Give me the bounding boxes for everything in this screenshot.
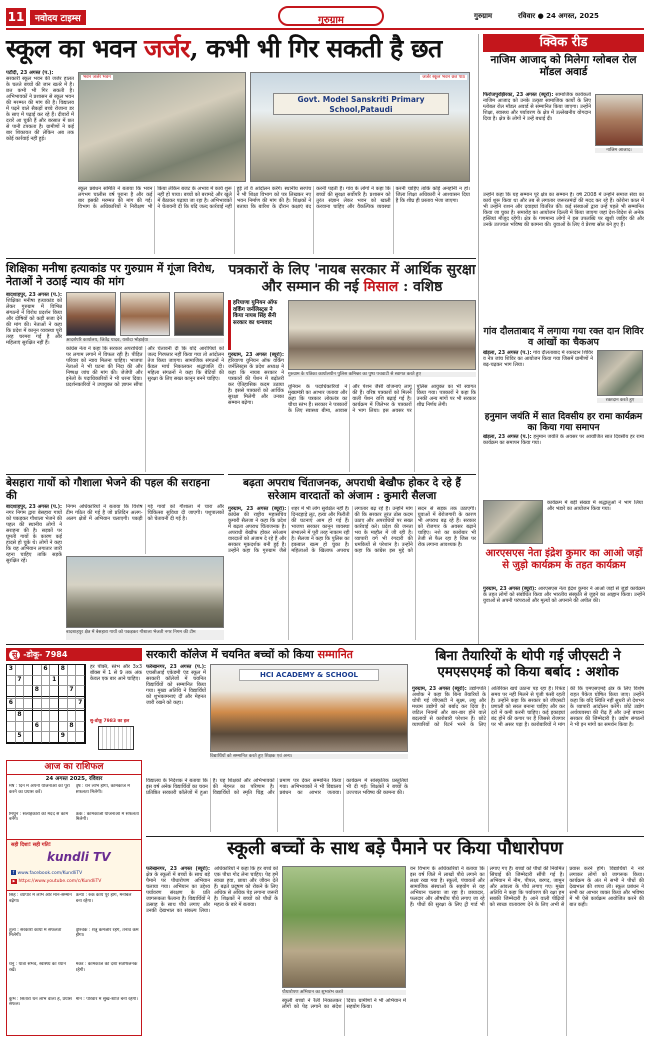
sudoku-cell[interactable] [33,665,42,676]
school-signboard-text: Govt. Model Sanskriti Primary School,Pataudi [297,95,425,114]
sudoku-cell[interactable]: 8 [16,711,25,722]
sudoku-cell[interactable] [68,699,77,710]
sudoku-cell[interactable] [33,676,42,687]
rashifal-entry: कन्या : रुके कार्य पूरे होंगे, मनोबल बना रहेगा। [75,893,132,904]
qr-story4-dateline: गुरुग्राम, 23 अगस्त (ब्यूरो): [483,586,537,592]
facebook-url: www.facebook.com/KundliTV [17,871,83,876]
qr-story4-headline: आरएसएस नेता इंद्रेश कुमार का आओ जड़ों से जुड़ो कार्यक्रम के तहत कार्यक्रम [485,548,643,571]
plantation-body-cols: स्कूली बच्चों ने रैली निकालकर लोगों को पेड़ लगाने का संदेश दिया। ग्रामीणों ने भी अभियान में सहयोग किया। [282,998,406,1010]
section-logo-text: गुरुग्राम [318,15,344,26]
sudoku-cell[interactable] [59,711,68,722]
haryana-body-cols: कांग्रेस नेता ने कहा कि सरकार अपराधियों पर लगाम लगाने में विफल रही है। पीड़ित परिवार को न्याय मिलना चाहिए। भाजपा नेताओं ने भी घटना की निंदा की और निष्पक्ष जांच की मांग की। जेजेपी और इनेलो के पदाधिकारियों ने भी धरना दिया। प्रदर्शनकारियों ने उपायुक्त को ज्ञापन सौंपा और चेतावनी दी कि यदि आरोपियों को जल्द गिरफ्तार नहीं किया गया तो आंदोलन तेज किया जाएगा। सामाजिक संगठनों ने कैंडल मार्च निकालकर श्रद्धांजलि दी। महिला संगठनों ने कहा कि बेटियों की सुरक्षा के लिए सख्त कानून बनने चाहिए। [66,346,224,388]
sudoku-cell[interactable]: 5 [16,732,25,743]
sudoku-cell[interactable]: 9 [59,732,68,743]
plantation-dateline: फर्रुखनगर, 23 अगस्त (ब्यूरो): [146,866,210,872]
lead-body-columns: स्कूल प्रबंधन समिति ने बताया कि भवन लगभग चालीस वर्ष पुराना है और कई बार इसकी मरम्मत की मांग की गई। विभाग के अधिकारियों ने निरीक्षण भी किया लेकिन बजट के अभाव में कार्य शुरू नहीं हो पाया। बच्चों को बरामदे और खुले में बैठाकर पढ़ाया जा रहा है। अभिभावकों ने चेतावनी दी कि यदि जल्द कार्रवाई नहीं हुई तो वे आंदोलन करेंगे। स्थानीय सरपंच ने भी शिक्षा विभाग को पत्र लिखकर नए भवन निर्माण की मांग की है। शिक्षकों ने बताया कि बारिश के दौरान कक्षाएं बंद करनी पड़ती हैं। गांव के लोगों ने कहा कि बच्चों की सुरक्षा सर्वोपरि है। प्रशासन को तुरंत संज्ञान लेकर भवन को खाली करवाना चाहिए और वैकल्पिक व्यवस्था करनी चाहिए ताकि कोई अनहोनी न हो। जिला शिक्षा अधिकारी ने आश्वासन दिया है कि शीघ्र ही प्रस्ताव भेजा जाएगा। [78,186,470,210]
lead-photo-1 [78,72,246,182]
lead-photo-2 [250,72,470,182]
sudoku-cell[interactable] [68,711,77,722]
gaushala-caption: बादशाहपुर क्षेत्र में बेसहारा गायों को पकड़कर गौशाला भेजती नगर निगम की टीम [66,630,224,640]
sudoku-cell[interactable] [76,732,85,743]
sudoku-number: 7984 [45,650,68,659]
sudoku-cell[interactable] [24,665,33,676]
section-logo [278,6,384,26]
qr-story3-body: खेड़ला, 23 अगस्त (प.): हनुमान जयंति के अवसर पर आयोजित सात दिवसीय हर रामा कार्यक्रम का समापन किया गया। [483,434,644,446]
qr-story2-headline: गांव दौलताबाद में लगाया गया रक्त दान शिविर व आंखों का चैकअप [483,326,644,348]
qr-story1-body: फिरोजपुरझिरका, 23 अगस्त (ब्यूरो): सामाजिक कार्यकर्ता नाजिम आजाद को उनके उत्कृष्ट सामाजिक कार्यों के लिए ग्लोबल रोल मॉडल अवार्ड से सम्मानित किया जाएगा। उन्होंने शिक्षा, स्वास्थ्य और पर्यावरण के क्षेत्र में उल्लेखनीय योगदान दिया है। क्षेत्र के लोगों ने उन्हें बधाई दी। [483,92,591,122]
sudoku-cell[interactable] [7,732,16,743]
sudoku-instructions: हर पंक्ति, स्तंभ और 3x3 बॉक्स में 1 से 9 तक अंक केवल एक बार आने चाहिए। [90,664,142,682]
haryana-caption: आदर्शपरि कार्यालय, जितेंद्र यादव, यशोदा भोड़ाईया [66,338,224,343]
journalist-kicker [228,300,284,350]
gaushala-body-cols: निगम अधिकारियों ने बताया कि विशेष टीम गठित की गई है जो प्रतिदिन अलग-अलग क्षेत्रों में अभियान चलाएगी। पकड़ी गई गायों को गौशाला में चारा और चिकित्सा सुविधा दी जाएगी। पशुपालकों को चेतावनी दी गई है। [66,504,224,522]
sudoku-cell[interactable] [50,711,59,722]
sudoku-grid [6,664,86,744]
rashifal-entry: कर्क : कामकाजी योजनाओं में सफलता मिलेगी। [75,811,139,822]
sudoku-cell[interactable]: 7 [68,686,77,697]
sudoku-label: सु [9,650,20,660]
qr-story1-more: उन्होंने कहा कि यह सम्मान पूरे क्षेत्र का सम्मान है। वर्ष 2008 में उन्होंने समाज सेवा का कार्य शुरू किया था और तब से लगातार जरूरतमंदों की मदद कर रहे हैं। कोरोना काल में भी उन्होंने राशन और दवाइयां वितरित कीं। कई संस्थाओं द्वारा उन्हें पहले भी सम्मानित किया जा चुका है। समारोह का आयोजन दिल्ली में किया जाएगा जहां देश-विदेश से अनेक हस्तियां मौजूद रहेंगी। क्षेत्र के गणमान्य लोगों ने इस उपलब्धि पर खुशी जाहिर की और उनके उज्ज्वल भविष्य की कामना की। युवाओं के लिए वे प्रेरणा स्रोत बने हुए हैं। [483,192,644,228]
gaushala-dateline: बादशाहपुर, 23 अगस्त (प.): [6,504,62,510]
sudoku-cell[interactable] [68,665,77,676]
rashifal-entry: मिथुन : सलाहकारों की मदद से काम बनेंगे। [9,811,69,822]
gst-body: गुरुग्राम, 23 अगस्त (ब्यूरो): उद्योगपति अशोक ने कहा कि बिना तैयारियों के थोपी गई जीएसटी ने सूक्ष्म, लघु और मध्यम उद्योगों को बर्बाद कर दिया है। जटिल नियमों और बार-बार होने वाले बदलावों से कारोबारी परेशान हैं। छोटे व्यापारियों को रिटर्न भरने के लिए अतिरिक्त खर्च उठाना पड़ रहा है। रिफंड समय पर नहीं मिलने से पूंजी फंसी रहती है। उन्होंने कहा कि सरकार को जीएसटी प्रणाली को सरल बनाना चाहिए और कर दरों में कमी करनी चाहिए। कई इकाइयां बंद होने की कगार पर हैं जिससे रोजगार पर भी असर पड़ा है। कारोबारियों ने मांग की कि एमएसएमई क्षेत्र के लिए विशेष राहत पैकेज घोषित किया जाए। उन्होंने कहा कि यदि स्थिति नहीं सुधरी तो देशभर के व्यापारी आंदोलन करेंगे। छोटे उद्योग अर्थव्यवस्था की रीढ़ हैं और उन्हें बचाना सरकार की जिम्मेदारी है। उद्योग संगठनों ने भी इन मांगों का समर्थन किया है। [412,686,644,728]
college-banner [239,669,379,681]
sudoku-cell[interactable] [24,732,33,743]
lead-headline [6,34,476,64]
sudoku-cell[interactable] [42,699,51,710]
facebook-link[interactable] [11,870,82,876]
qr-story3-dateline: खेड़ला, 23 अगस्त (प.): [483,434,532,440]
kundli-brand: kundli TV [47,850,111,864]
qr-story2-photo [597,350,643,396]
rashifal-entry: कुंभ : सितारा धन लाभ वाला है, प्रयास सफल। [9,996,72,1007]
sudoku-cell[interactable]: 8 [33,686,42,697]
haryana-headline: शिक्षिका मनीषा हत्याकांड पर गुरुग्राम में गूंजा विरोध, नेताओं ने उठाई न्याय की मांग [6,262,216,288]
sudoku-cell[interactable] [59,722,68,733]
journalist-kicker-text: हरियाणा युनियन ऑफ वर्किंग जर्नलिस्ट्स ने किया नायब सिंह सैनी सरकार का धन्यवाद [233,300,278,326]
haryana-photo-1 [66,292,116,336]
divider [6,474,224,475]
sudoku-cell[interactable] [76,711,85,722]
journalist-body-left: गुरुग्राम, 23 अगस्त (ब्यूरो): हरियाणा युनियन ऑफ वर्किंग जर्नलिस्ट्स के प्रदेश अध्यक्ष ने कहा कि नायब सरकार ने पत्रकारों की पेंशन में बढ़ोतरी कर ऐतिहासिक कदम उठाया है। इससे पत्रकारों को आर्थिक सुरक्षा मिलेगी और उनका सम्मान बढ़ेगा। [228,352,284,406]
journalist-body-cols: यूनियन के पदाधिकारियों ने मुख्यमंत्री का आभार जताया और कहा कि पत्रकार लोकतंत्र का चौथा स्तंभ हैं। सरकार ने पत्रकारों के लिए स्वास्थ्य बीमा, आवास और पेंशन जैसी योजनाएं लागू की हैं। वरिष्ठ पत्रकारों को मिलने वाली पेंशन राशि बढ़ाई गई है। कार्यक्रम में जिलेभर के पत्रकारों ने भाग लिया। इस अवसर पर पुलिस आयुक्त का भी स्वागत किया गया। पत्रकारों ने कहा कि उनकी अन्य मांगों पर भी सरकार शीघ्र निर्णय लेगी। [288,384,476,414]
sudoku-cell[interactable] [24,686,33,697]
plantation-headline: स्कूली बच्चों के साथ बड़े पैमाने पर किया पौधारोपण [227,838,563,859]
sudoku-cell[interactable] [50,732,59,743]
sudoku-cell[interactable]: 6 [7,699,16,710]
lead-photo-1-caption: भवन जर्जर भवन [83,75,111,80]
college-headline [146,648,408,661]
quick-read-title: क्विक रीड [483,34,644,52]
rashifal-bottom-list [7,891,141,1031]
sudoku-cell[interactable] [7,722,16,733]
journalist-dateline: गुरुग्राम, 23 अगस्त (ब्यूरो): [228,352,284,358]
plantation-caption: पौधारोपण अभियान का शुभारंभ करते [282,990,406,995]
sudoku-cell[interactable]: 6 [33,722,42,733]
sudoku-title-bar [6,648,142,661]
sudoku-cell[interactable] [59,686,68,697]
haryana-body-left: बादशाहपुर, 23 अगस्त (प.): शिक्षिका मनीषा हत्याकांड को लेकर गुरुग्राम में विभिन्न संगठनों ने विरोध प्रदर्शन किया और दोषियों को कड़ी सजा देने की मांग की। नेताओं ने कहा कि प्रदेश में कानून व्यवस्था पूरी तरह चरमरा गई है और महिलाएं सुरक्षित नहीं हैं। [6,292,62,346]
qr-story1-caption: नाजिम आजाद। [595,148,643,153]
sudoku-cell[interactable] [24,676,33,687]
haryana-photo-2 [120,292,170,336]
college-body-left: फर्रुखनगर, 23 अगस्त (प.): एचसीआई एकेडमी एंड स्कूल में सरकारी कॉलेजों में चयनित विद्यार्थियों को सम्मानित किया गया। मुख्य अतिथि ने विद्यार्थियों को शुभकामनाएं दीं और मेहनत जारी रखने को कहा। [146,664,206,706]
sudoku-cell[interactable] [33,699,42,710]
sudoku-cell[interactable] [76,676,85,687]
sudoku-cell[interactable] [24,722,33,733]
plantation-body-left: फर्रुखनगर, 23 अगस्त (ब्यूरो): क्षेत्र के स्कूलों में बच्चों के साथ बड़े पैमाने पर पौधारोपण अभियान चलाया गया। अभियान का उद्देश्य पर्यावरण संरक्षण के प्रति जागरूकता फैलाना है। विद्यार्थियों ने उत्साह के साथ पौधे लगाए और उनकी देखभाल का संकल्प लिया। अधिकारियों ने कहा कि हर बच्चे को एक पौधा गोद लेना चाहिए। पेड़ हमें स्वच्छ हवा, छाया और जीवन देते हैं। बढ़ते प्रदूषण को रोकने के लिए अधिक से अधिक पेड़ लगाना जरूरी है। शिक्षकों ने बच्चों को पौधों के महत्व के बारे में बताया। [146,866,278,914]
qr-story1-headline: नाजिम आजाद को मिलेगा ग्लोबल रोल मॉडल अवार्ड [490,54,637,78]
rashifal-entry: धनु : यात्रा संभव, स्वास्थ्य का ध्यान रखें। [9,962,66,973]
kundli-tagline: सही दिशा! सही गति! [11,842,52,848]
haryana-dateline: बादशाहपुर, 23 अगस्त (प.): [6,292,62,298]
college-body-cols: विद्यालय के निदेशक ने बताया कि इस वर्ष अनेक विद्यार्थियों का चयन प्रतिष्ठित सरकारी कॉलेजों में हुआ है। यह शिक्षकों और अभिभावकों की मेहनत का परिणाम है। विद्यार्थियों को स्मृति चिह्न और प्रमाण पत्र देकर सम्मानित किया गया। अभिभावकों ने भी विद्यालय प्रबंधन का आभार जताया। कार्यक्रम में सांस्कृतिक प्रस्तुतियां भी दी गईं। शिक्षकों ने बच्चों के उज्ज्वल भविष्य की कामना की। [146,778,408,796]
youtube-link[interactable] [11,879,101,884]
sudoku-cell[interactable] [68,676,77,687]
sudoku-cell[interactable] [7,676,16,687]
qr-story1-dateline: फिरोजपुरझिरका, 23 अगस्त (ब्यूरो): [483,92,554,98]
sudoku-cell[interactable] [76,665,85,676]
qr-story2-dateline: खेड़ला, 23 अगस्त (प.): [483,350,532,356]
journalist-photo [288,300,476,370]
sudoku-dash: -डोकू- [23,650,46,659]
sudoku-cell[interactable] [50,686,59,697]
selja-body: गुरुग्राम, 23 अगस्त (ब्यूरो): कांग्रेस की राष्ट्रीय महासचिव कुमारी सैलजा ने कहा कि प्रदेश में बढ़ता अपराध चिंताजनक है। अपराधी बेखौफ होकर सरेआम वारदातों को अंजाम दे रहे हैं और सरकार मूकदर्शक बनी हुई है। उन्होंने कहा कि गुरुग्राम जैसे शहर में भी लोग सुरक्षित नहीं हैं। दिनदहाड़े लूट, हत्या और फिरौती की घटनाएं आम हो गई हैं। भाजपा सरकार कानून व्यवस्था संभालने में पूरी तरह नाकाम रही है। सैलजा ने कहा कि पुलिस का इकबाल खत्म हो चुका है। महिलाओं के खिलाफ अपराध लगातार बढ़ रहे हैं। उन्होंने मांग की कि सरकार तुरंत ठोस कदम उठाए और अपराधियों पर सख्त कार्रवाई करे। प्रदेश की जनता भय के माहौल में जी रही है। व्यापारी वर्ग भी रंगदारी की धमकियों से परेशान है। उन्होंने कहा कि कांग्रेस इस मुद्दे को सदन से सड़क तक उठाएगी। युवाओं में बेरोजगारी के कारण भी अपराध बढ़ रहे हैं। सरकार को रोजगार के अवसर बढ़ाने चाहिए। नशे का कारोबार भी तेजी से फैल रहा है जिस पर रोक लगाना आवश्यक है। [228,506,476,554]
haryana-photo-3 [174,292,224,336]
rashifal-entry: मीन : परिवार में सुख-शांति बनी रहेगी। [75,996,138,1002]
gaushala-headline: बेसहारा गायों को गौशाला भेजने की पहल की सराहना की [6,477,210,502]
sudoku-cell[interactable] [16,722,25,733]
quick-read-box [478,34,644,644]
sudoku-cell[interactable] [76,686,85,697]
sudoku-cell[interactable] [42,676,51,687]
journalist-headline [228,262,476,296]
sudoku-cell[interactable] [16,665,25,676]
rashifal-entry: वृष : धन लाभ होगा, कामकाज में सफलता मिलेगी। [75,784,130,795]
divider [6,258,476,259]
sudoku-cell[interactable] [24,711,33,722]
rashifal-box [6,760,142,1036]
selja-dateline: गुरुग्राम, 23 अगस्त (ब्यूरो): [228,506,287,512]
youtube-icon: ▶ [12,879,16,883]
sudoku-cell[interactable] [50,699,59,710]
header-city: गुरुग्राम [474,12,493,20]
page-header [6,6,644,30]
sudoku-answer-grid [98,726,134,750]
sudoku-cell[interactable] [42,711,51,722]
selja-headline: बढ़ता अपराध चिंताजनक, अपराधी बेखौफ होकर दे रहे हैं सरेआम वारदातों को अंजाम : कुमारी सैलजा [243,477,461,502]
haryana-photos [66,292,224,336]
college-headline-text: सरकारी कॉलेज में चयनित बच्चों को किया सम्मानित [146,648,353,661]
sudoku-cell[interactable]: 1 [50,676,59,687]
gst-dateline: गुरुग्राम, 23 अगस्त (ब्यूरो): [412,686,467,692]
lead-headline-text: स्कूल का भवन जर्जर, कभी भी गिर सकती है छत [6,34,442,63]
sudoku-cell[interactable] [68,732,77,743]
qr-story1-photo [595,94,643,146]
lead-body-left [6,70,74,252]
plantation-photo [282,866,406,988]
college-banner-text: HCI ACADEMY & SCHOOL [259,671,358,679]
sudoku-cell[interactable]: 7 [76,699,85,710]
kundli-banner [7,839,141,891]
college-photo [210,664,408,752]
sudoku-cell[interactable] [33,711,42,722]
sudoku-answer-label: सु-डोकू 7983 का हल [90,719,130,724]
journalist-headline-text: पत्रकारों के लिए 'नायब सरकार में आर्थिक सुरक्षा और सम्मान की नई मिसाल : वशिष्ठ [228,262,476,295]
qr-story2-body: खेड़ला, 23 अगस्त (प.): गांव दौलताबाद में रक्तदान शिविर व नेत्र जांच शिविर का आयोजन किया गया जिसमें ग्रामीणों ने बढ़-चढ़कर भाग लिया। [483,350,593,368]
qr-story3-headline: हनुमान जयंति में सात दिवसीय हर रामा कार्यक्रम का किया गया समापन [484,412,643,433]
rashifal-entry: मकर : कामकाज की दशा संतोषजनक रहेगी। [75,962,138,973]
sudoku-box [6,648,142,758]
gaushala-body-left: बादशाहपुर, 23 अगस्त (प.): नगर निगम द्वारा बेसहारा गायों को पकड़कर गौशाला भेजने की पहल की स्थानीय लोगों ने सराहना की है। सड़कों पर घूमती गायों के कारण कई हादसे हो चुके थे। लोगों ने कहा कि यह अभियान लगातार जारी रहना चाहिए ताकि सड़कें सुरक्षित रहें। [6,504,62,564]
facebook-icon: f [12,870,15,875]
haryana-story [6,292,224,472]
divider [228,474,476,475]
header-date: रविवार ● 24 अगस्त, 2025 [518,12,599,20]
page-number: 11 [7,10,25,24]
qr-story4-body: गुरुग्राम, 23 अगस्त (ब्यूरो): आरएसएस नेता इंद्रेश कुमार ने आओ जड़ों से जुड़ो कार्यक्रम के तहत लोगों को संबोधित किया और भारतीय संस्कृति से जुड़ने का आह्वान किया। उन्होंने युवाओं से अपनी परंपराओं और मूल्यों को अपनाने की अपील की। [483,586,645,604]
lead-dateline: पटौदी, 23 अगस्त (प.): [6,70,54,76]
paper-name: नवोदय टाइम्स [30,10,86,25]
sudoku-cell[interactable] [59,699,68,710]
qr-story3-photo [483,500,543,544]
sudoku-cell[interactable] [16,686,25,697]
rashifal-title: आज का राशिफल [7,761,141,775]
sudoku-cell[interactable] [50,665,59,676]
rashifal-entry: सिंह : व्यापार में लाभ और मान-सम्मान बढ़ेगा। [9,893,72,904]
sudoku-cell[interactable]: 3 [7,665,16,676]
lead-photo-2-caption: जर्जर स्कूल भवन छत पाठ [422,75,465,80]
sudoku-cell[interactable] [7,711,16,722]
sudoku-cell[interactable] [76,722,85,733]
sudoku-cell[interactable]: 7 [16,676,25,687]
sudoku-cell[interactable]: 6 [42,665,51,676]
sudoku-cell[interactable]: 8 [68,722,77,733]
college-caption: विद्यार्थियों को सम्मानित करते हुए शिक्षक एवं अन्य। [210,754,408,759]
qr-story2-caption: रक्तदान करते हुए [597,398,643,403]
sudoku-cell[interactable] [33,732,42,743]
sudoku-cell[interactable] [59,676,68,687]
sudoku-cell[interactable]: 8 [59,665,68,676]
qr-story3-more: कार्यक्रम में बड़ी संख्या में श्रद्धालुओं ने भाग लिया और भंडारे का आयोजन किया गया। [547,500,643,512]
sudoku-cell[interactable] [42,732,51,743]
sudoku-cell[interactable] [16,699,25,710]
college-dateline: फर्रुखनगर, 23 अगस्त (प.): [146,664,206,670]
sudoku-cell[interactable] [42,686,51,697]
gaushala-photo [66,556,224,628]
sudoku-cell[interactable] [50,722,59,733]
divider [146,836,644,837]
divider [6,644,644,645]
school-signboard [273,93,449,115]
youtube-url: https://www.youtube.com/c/KundliTV [18,879,102,884]
plantation-body-right: वन विभाग के अधिकारियों ने बताया कि इस वर्ष जिले में लाखों पौधे लगाने का लक्ष्य रखा गया है। स्कूलों, पंचायतों और सामाजिक संस्थाओं के सहयोग से यह अभियान चलाया जा रहा है। छायादार, फलदार और औषधीय पौधे लगाए जा रहे हैं। पौधों की सुरक्षा के लिए ट्री गार्ड भी लगाए गए हैं। बच्चों को पौधों की नियमित सिंचाई की जिम्मेदारी सौंपी गई है। अभियान में नीम, पीपल, बरगद, जामुन और आंवला के पौधे लगाए गए। मुख्य अतिथि ने कहा कि पर्यावरण की रक्षा हम सबकी जिम्मेदारी है। आने वाली पीढ़ियों को स्वच्छ वातावरण देने के लिए अभी से प्रयास करने होंगे। विद्यार्थियों ने नारे लगाकर लोगों को जागरूक किया। कार्यक्रम के अंत में सभी ने पौधों की देखभाल की शपथ ली। स्कूल प्रबंधन ने सभी का आभार व्यक्त किया और भविष्य में भी ऐसे कार्यक्रम आयोजित करने की बात कही। [410,866,644,908]
sudoku-cell[interactable] [7,686,16,697]
rashifal-entry: तुला : सरकारी कार्यों में सफलता मिलेगी। [9,927,62,938]
rashifal-entry: मेष : दिन में अपनी योजनाओं को पूरा करने का प्रयास करें। [9,784,70,795]
sudoku-cell[interactable] [24,699,33,710]
rashifal-top-list [7,783,141,839]
sudoku-cell[interactable] [42,722,51,733]
journalist-caption: गुरुग्राम के पत्रिका कार्यालयीन पुलिस कमिश्नर का पुष्प पचवाटी से स्वागत करते हुए [288,372,476,377]
lead-body-text: सरकारी स्कूल भवन की जर्जर हालत के चलते बच्चों की जान खतरे में है। छत कभी भी गिर सकती है। अभिभावकों ने प्रशासन से स्कूल भवन की मरम्मत की मांग की है। विद्यालय में पढ़ने वाले सैकड़ों बच्चे रोजाना डर के साए में पढ़ाई कर रहे हैं। दीवारों में दरारें आ चुकी हैं और बरसात में छत से पानी टपकता है। ग्रामीणों ने कई बार शिकायत की लेकिन अब तक कोई कार्रवाई नहीं हुई। [6,76,74,142]
rashifal-date: 24 अगस्त 2025, रविवार [45,776,103,782]
gst-headline: बिना तैयारियों के थोपी गई जीएसटी ने एमएसएमई को किया बर्बाद : अशोक [435,648,621,680]
rashifal-entry: वृश्चिक : शत्रु कमजोर रहेंगे, तनाव कम होगा। [75,927,139,938]
